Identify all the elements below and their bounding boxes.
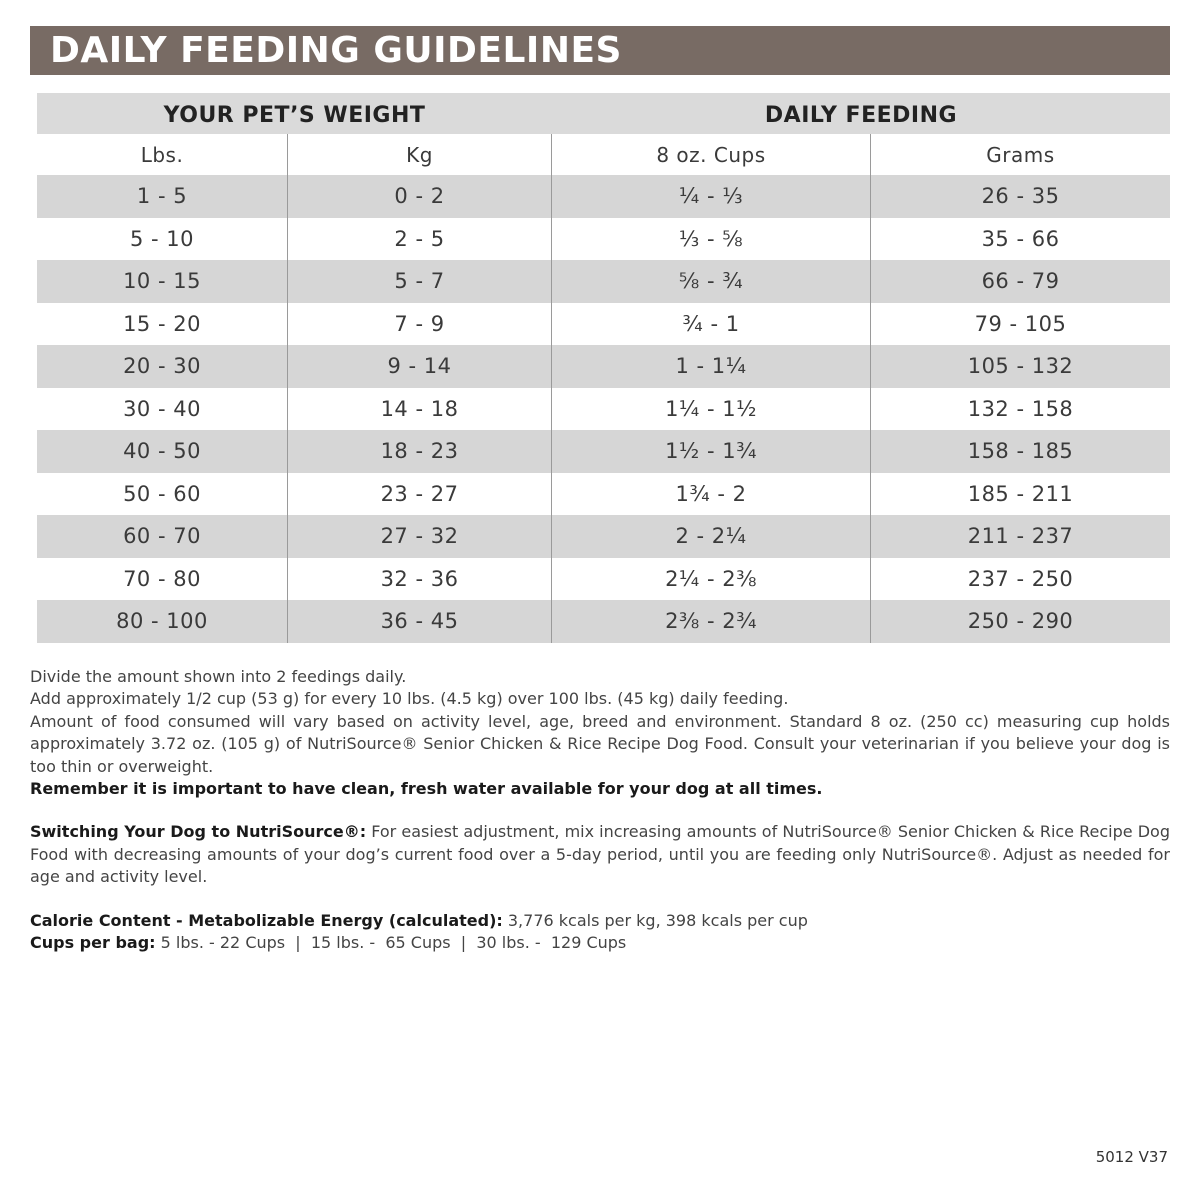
- note-extra-amount: Add approximately 1/2 cup (53 g) for every 10 lbs. (4.5 kg) over 100 lbs. (45 kg) daily feeding.: [30, 689, 789, 709]
- cell-grams: 105 - 132: [967, 354, 1074, 379]
- calorie-label: Calorie Content - Metabolizable Energy (calculated):: [30, 910, 503, 930]
- calorie-text: 3,776 kcals per kg, 398 kcals per cup: [502, 910, 808, 930]
- column-header-grams: Grams: [986, 142, 1055, 167]
- cell-kg: 14 - 18: [288, 388, 552, 431]
- cell-kg: 9 - 14: [288, 345, 552, 388]
- cell-kg: 27 - 32: [288, 515, 552, 558]
- page-title: DAILY FEEDING GUIDELINES: [50, 30, 622, 71]
- cell-cups: 1¾ - 2: [552, 473, 871, 516]
- cell-cups: 2¼ - 2⅜: [552, 558, 871, 601]
- cell-cups: ⅝ - ¾: [552, 260, 871, 303]
- feeding-table: [37, 93, 1170, 643]
- cell-cups: ¼ - ⅓: [552, 175, 871, 218]
- cell-kg: 2 - 5: [288, 218, 552, 261]
- cell-grams: 26 - 35: [981, 184, 1060, 209]
- table-column-header: [37, 134, 1170, 175]
- product-code: 5012 V37: [1095, 1148, 1168, 1166]
- note-feedings-daily: Divide the amount shown into 2 feedings daily.: [30, 667, 407, 686]
- cell-lbs: 50 - 60: [37, 473, 288, 516]
- cups-text: 5 lbs. - 22 Cups | 15 lbs. - 65 Cups | 30 lbs. - 129 Cups: [155, 933, 627, 953]
- table-row: [37, 430, 1170, 473]
- table-row: [37, 473, 1170, 516]
- cell-grams: 211 - 237: [967, 524, 1074, 549]
- note-consumption: Amount of food consumed will vary based on activity level, age, breed and environment. Standard 8 oz. (250 cc) measuring cup holds approximately 3.72 oz. (105 g) of NutriSource® Senior Chicken & Rice Recipe Dog Food. Consult your veterinarian if you believe your dog is too thin or overweight.: [30, 711, 1170, 776]
- cell-lbs: 20 - 30: [37, 345, 288, 388]
- cell-kg: 18 - 23: [288, 430, 552, 473]
- cell-cups: 1¼ - 1½: [552, 388, 871, 431]
- column-header-kg: Kg: [288, 134, 552, 175]
- cell-grams: 132 - 158: [967, 396, 1074, 421]
- table-row: [37, 600, 1170, 643]
- cell-cups: 1 - 1¼: [552, 345, 871, 388]
- cups-label: Cups per bag:: [30, 933, 156, 953]
- cell-kg: 7 - 9: [288, 303, 552, 346]
- cell-grams: 250 - 290: [967, 609, 1074, 634]
- table-row: [37, 218, 1170, 261]
- cell-lbs: 1 - 5: [37, 175, 288, 218]
- table-row: [37, 260, 1170, 303]
- cell-cups: 1½ - 1¾: [552, 430, 871, 473]
- cell-cups: 2 - 2¼: [552, 515, 871, 558]
- cell-lbs: 15 - 20: [37, 303, 288, 346]
- cell-lbs: 40 - 50: [37, 430, 288, 473]
- cell-grams: 158 - 185: [967, 439, 1074, 464]
- cell-lbs: 80 - 100: [37, 600, 288, 643]
- table-row: [37, 388, 1170, 431]
- cell-cups: 2⅜ - 2¾: [552, 600, 871, 643]
- cell-grams: 185 - 211: [967, 481, 1074, 506]
- cell-lbs: 30 - 40: [37, 388, 288, 431]
- note-calorie-content: [30, 910, 1170, 932]
- title-banner: [30, 26, 1170, 75]
- cell-grams: 66 - 79: [981, 269, 1060, 294]
- table-row: [37, 515, 1170, 558]
- column-header-cups: 8 oz. Cups: [552, 134, 871, 175]
- cell-grams: 79 - 105: [974, 311, 1067, 336]
- cell-kg: 0 - 2: [288, 175, 552, 218]
- cell-grams: 237 - 250: [967, 566, 1074, 591]
- cell-cups: ⅓ - ⅝: [552, 218, 871, 261]
- table-row: [37, 303, 1170, 346]
- column-header-lbs: Lbs.: [37, 134, 288, 175]
- note-water: Remember it is important to have clean, fresh water available for your dog at all times.: [30, 779, 823, 799]
- table-group-header: [37, 93, 1170, 134]
- table-row: [37, 345, 1170, 388]
- table-row: [37, 558, 1170, 601]
- switching-label: Switching Your Dog to NutriSource®:: [30, 822, 367, 842]
- note-cups-per-bag: [30, 932, 1170, 954]
- cell-kg: 32 - 36: [288, 558, 552, 601]
- cell-lbs: 10 - 15: [37, 260, 288, 303]
- table-row: [37, 175, 1170, 218]
- cell-lbs: 60 - 70: [37, 515, 288, 558]
- cell-lbs: 5 - 10: [37, 218, 288, 261]
- note-switching: [30, 821, 1170, 888]
- cell-kg: 23 - 27: [288, 473, 552, 516]
- cell-grams: 35 - 66: [981, 226, 1060, 251]
- feeding-notes: [30, 666, 1170, 954]
- cell-kg: 36 - 45: [288, 600, 552, 643]
- group-header-feeding: DAILY FEEDING: [764, 103, 958, 128]
- cell-cups: ¾ - 1: [552, 303, 871, 346]
- table-body: [37, 175, 1170, 643]
- switching-text: For easiest adjustment, mix increasing amounts of NutriSource® Senior Chicken & Rice Recipe Dog Food with decreasing amounts of your dog’s current food over a 5-day period, until you are feeding only NutriSource®. Adjust as needed for age and activity level.: [30, 822, 1171, 887]
- cell-kg: 5 - 7: [288, 260, 552, 303]
- cell-lbs: 70 - 80: [37, 558, 288, 601]
- group-header-weight: YOUR PET’S WEIGHT: [163, 103, 426, 128]
